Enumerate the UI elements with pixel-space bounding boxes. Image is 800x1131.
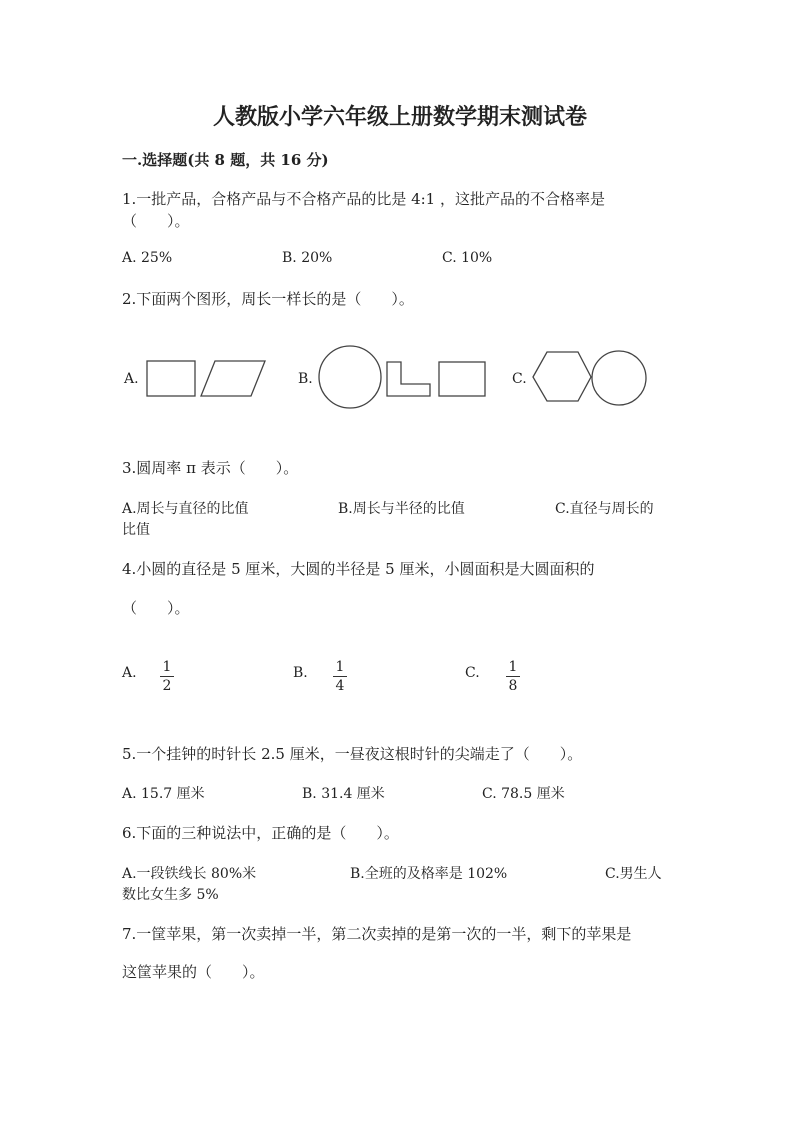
- parallelogram-figure: [201, 361, 265, 396]
- question-1-option-c: C. 10%: [442, 250, 493, 266]
- fraction-one-half: [160, 659, 174, 694]
- question-1-text: 1.一批产品，合格产品与不合格产品的比是 4:1 ，这批产品的不合格率是: [122, 190, 605, 208]
- question-4-text: 4.小圆的直径是 5 厘米，大圆的半径是 5 厘米，小圆面积是大圆面积的: [122, 560, 595, 578]
- fraction-bar: [333, 676, 347, 677]
- fraction-denominator: 4: [335, 678, 345, 694]
- question-2-text: 2.下面两个图形，周长一样长的是（ ）。: [122, 290, 414, 308]
- question-5-text: 5.一个挂钟的时针长 2.5 厘米，一昼夜这根时针的尖端走了（ ）。: [122, 745, 583, 763]
- l-shape-figure: [387, 362, 430, 396]
- question-1-blank: （ ）。: [122, 212, 190, 230]
- fraction-bar: [506, 676, 520, 677]
- question-7-blank: 这筐苹果的（ ）。: [122, 963, 265, 981]
- question-2-option-c: C.: [512, 371, 527, 387]
- fraction-bar: [160, 676, 174, 677]
- fraction-numerator: 1: [162, 659, 172, 675]
- fraction-numerator: 1: [335, 659, 345, 675]
- question-5-option-c: C. 78.5 厘米: [482, 786, 565, 802]
- fraction-numerator: 1: [508, 659, 518, 675]
- fraction-denominator: 8: [508, 678, 518, 694]
- question-4-option-b: B.: [293, 665, 308, 681]
- question-3-text: 3.圆周率 π 表示（ ）。: [122, 459, 299, 477]
- question-6-text: 6.下面的三种说法中，正确的是（ ）。: [122, 824, 399, 842]
- question-6-option-c: C.男生人: [605, 866, 662, 882]
- fraction-one-quarter: [333, 659, 347, 694]
- question-1-option-a: A. 25%: [122, 250, 173, 266]
- question-7-text: 7.一筐苹果，第一次卖掉一半，第二次卖掉的是第一次的一半，剩下的苹果是: [122, 925, 632, 943]
- section-heading: 一.选择题(共 8 题，共 16 分): [122, 151, 329, 169]
- fraction-denominator: 2: [162, 678, 172, 694]
- question-1-option-b: B. 20%: [282, 250, 333, 266]
- fraction-one-eighth: [506, 659, 520, 694]
- question-3-option-c-wrap: 比值: [122, 522, 150, 538]
- circle-figure-2: [592, 351, 646, 405]
- question-3-option-b: B.周长与半径的比值: [338, 501, 465, 517]
- question-6-option-c-wrap: 数比女生多 5%: [122, 887, 219, 903]
- rectangle-figure: [439, 362, 485, 396]
- question-5-option-b: B. 31.4 厘米: [302, 786, 385, 802]
- question-3-option-a: A.周长与直径的比值: [122, 501, 249, 517]
- question-2-option-a: A.: [124, 371, 139, 387]
- question-6-option-b: B.全班的及格率是 102%: [350, 866, 508, 882]
- question-2-option-b: B.: [298, 371, 313, 387]
- question-3-option-c: C.直径与周长的: [555, 501, 654, 517]
- square-figure: [147, 361, 195, 396]
- question-4-option-c: C.: [465, 665, 480, 681]
- question-4-option-a: A.: [122, 665, 137, 681]
- question-6-option-a: A.一段铁线长 80%米: [122, 866, 257, 882]
- hexagon-figure: [533, 352, 591, 401]
- page-title: 人教版小学六年级上册数学期末测试卷: [212, 104, 587, 130]
- question-5-option-a: A. 15.7 厘米: [122, 786, 205, 802]
- question-4-blank: （ ）。: [122, 599, 190, 617]
- circle-figure: [319, 346, 381, 408]
